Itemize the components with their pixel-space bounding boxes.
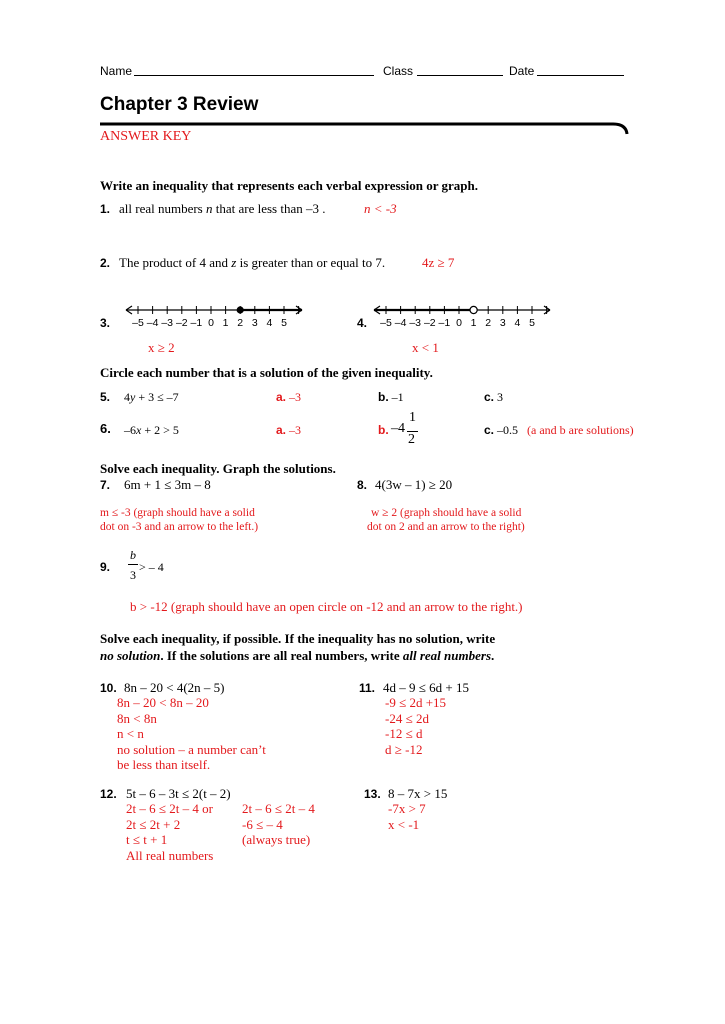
page-title: Chapter 3 Review [100,94,259,115]
p1-answer: n < -3 [364,201,397,216]
p11-step-3: -12 ≤ d [385,726,423,741]
p12-step-right-3: (always true) [242,832,311,847]
p2-answer: 4z ≥ 7 [422,255,455,270]
p4-line-tick-label: 5 [529,317,535,329]
p11-step-4: d ≥ -12 [385,741,423,757]
p3-line-tick-label: 1 [222,317,229,329]
p4-line-tick-label: 4 [514,317,521,329]
p4-line-tick-label: –2 [423,317,436,329]
p4-line-tick-label: 1 [470,317,477,329]
p12-problem: 5t – 6 – 3t ≤ 2(t – 2) [126,786,231,801]
p5-option-c[interactable]: c. 3 [484,390,504,404]
section1-instruction: Write an inequality that represents each verbal expression or graph. [100,178,478,193]
name-field[interactable] [134,75,374,76]
p11-problem: 4d – 9 ≤ 6d + 15 [383,680,469,695]
p12-step-right-2: -6 ≤ – 4 [242,816,283,832]
p8-answer-line2: dot on 2 and an arrow to the right) [367,521,525,533]
p6-option-c[interactable]: c. –0.5 [484,423,519,437]
p12-step-left-2: 2t ≤ 2t + 2 [126,816,181,832]
p3-line-tick-label: –5 [132,317,144,329]
p11-step-1: -9 ≤ 2d +15 [385,695,447,710]
p9-fraction-denominator: 3 [130,568,136,582]
p8-problem: 4(3w – 1) ≥ 20 [375,477,453,492]
p4-line-tick-label: –5 [380,317,392,329]
name-label: Name [100,64,133,78]
section3-instruction: Solve each inequality. Graph the solutions. [100,461,336,476]
p9-number: 9. [100,560,111,574]
p7-answer-line1: m ≤ -3 (graph should have a solid [100,507,255,519]
p7-problem: 6m + 1 ≤ 3m – 8 [124,477,211,492]
p12-step-left-4: All real numbers [126,847,214,863]
p12-step-right-1: 2t – 6 ≤ 2t – 4 [242,801,315,816]
p4-line-open-dot [470,306,477,313]
p10-step-3: n < n [117,726,144,741]
p4-line-tick-label: –4 [394,317,407,329]
p13-number: 13. [364,787,381,801]
p5-number: 5. [100,390,111,404]
p8-number: 8. [357,478,368,492]
p6-inequality: –6x + 2 > 5 [124,423,179,437]
p6-option-b-whole: –4 [391,421,405,436]
p12-step-left-3: t ≤ t + 1 [126,832,168,847]
p3-line-tick-label: 0 [208,317,214,329]
p5-option-a[interactable]: a. –3 [276,390,302,404]
class-label: Class [383,64,414,78]
p1-text: all real numbers n that are less than –3 . [119,201,326,216]
p4-line-tick-label: 2 [485,317,492,329]
p3-line-tick-label: –4 [146,317,159,329]
p3-line-tick-label: –3 [161,317,174,329]
p10-step-1: 8n – 20 < 8n – 20 [117,695,209,710]
p12-step-left-1: 2t – 6 ≤ 2t – 4 or [126,801,213,816]
p3-line-tick-label: 2 [237,317,244,329]
p4-line-tick-label: –1 [438,317,451,329]
p7-number: 7. [100,478,111,492]
p3-line-solid-dot [237,306,244,313]
p10-number: 10. [100,681,117,695]
p3-line-tick-label: –1 [190,317,203,329]
p3-number: 3. [100,316,111,330]
p13-step-1: -7x > 7 [388,801,426,816]
p4-answer: x < 1 [412,340,439,355]
p6-option-b-denominator: 2 [408,432,415,447]
p4-line-tick-label: 0 [456,317,462,329]
p3-number-line [124,300,306,332]
p4-number: 4. [357,316,368,330]
section4-instruction-line2: no solution. If the solutions are all real numbers, write all real numbers. [100,648,495,663]
p8-answer-line1: w ≥ 2 (graph should have a solid [371,507,522,519]
p9-fraction-numerator: b [130,548,136,562]
p2-number: 2. [100,256,111,270]
class-field[interactable] [417,75,503,76]
p10-step-5: be less than itself. [117,757,211,772]
section4-instruction-line1: Solve each inequality, if possible. If the inequality has no solution, write [100,631,496,646]
p10-step-2: 8n < 8n [117,710,157,726]
p4-number-line [372,300,554,332]
p5-inequality: 4y + 3 ≤ –7 [124,390,179,404]
p5-option-b[interactable]: b. –1 [378,390,404,404]
p9-rest: > – 4 [139,560,164,574]
p13-problem: 8 – 7x > 15 [388,786,448,801]
p1-number: 1. [100,202,111,216]
p9-answer: b > -12 (graph should have an open circle on -12 and an arrow to the right.) [130,599,523,614]
p9-fraction-bar [128,564,138,565]
p10-problem: 8n – 20 < 4(2n – 5) [124,680,225,695]
p6-option-b-numerator: 1 [409,410,416,425]
p6-note: (a and b are solutions) [527,423,634,437]
p6-option-a[interactable]: a. –3 [276,423,302,437]
p13-step-2: x < -1 [388,816,420,832]
p3-line-tick-label: 4 [266,317,273,329]
p3-answer: x ≥ 2 [148,340,175,355]
p4-line-tick-label: –3 [409,317,422,329]
date-label: Date [509,64,535,78]
p6-option-b-label: b. [378,423,389,437]
p10-step-4: no solution – a number can’t [117,741,266,757]
p3-line-tick-label: 3 [251,317,258,329]
p12-number: 12. [100,787,117,801]
p11-step-2: -24 ≤ 2d [385,710,429,726]
p7-answer-line2: dot on -3 and an arrow to the left.) [100,521,259,533]
section2-instruction: Circle each number that is a solution of the given inequality. [100,365,433,380]
p3-line-tick-label: –2 [175,317,188,329]
date-field[interactable] [537,75,624,76]
p3-line-tick-label: 5 [281,317,287,329]
answer-key-label: ANSWER KEY [100,129,192,144]
p2-text: The product of 4 and z is greater than or equal to 7. [119,255,386,270]
p6-number: 6. [100,421,111,436]
p4-line-tick-label: 3 [499,317,506,329]
p11-number: 11. [359,681,376,695]
